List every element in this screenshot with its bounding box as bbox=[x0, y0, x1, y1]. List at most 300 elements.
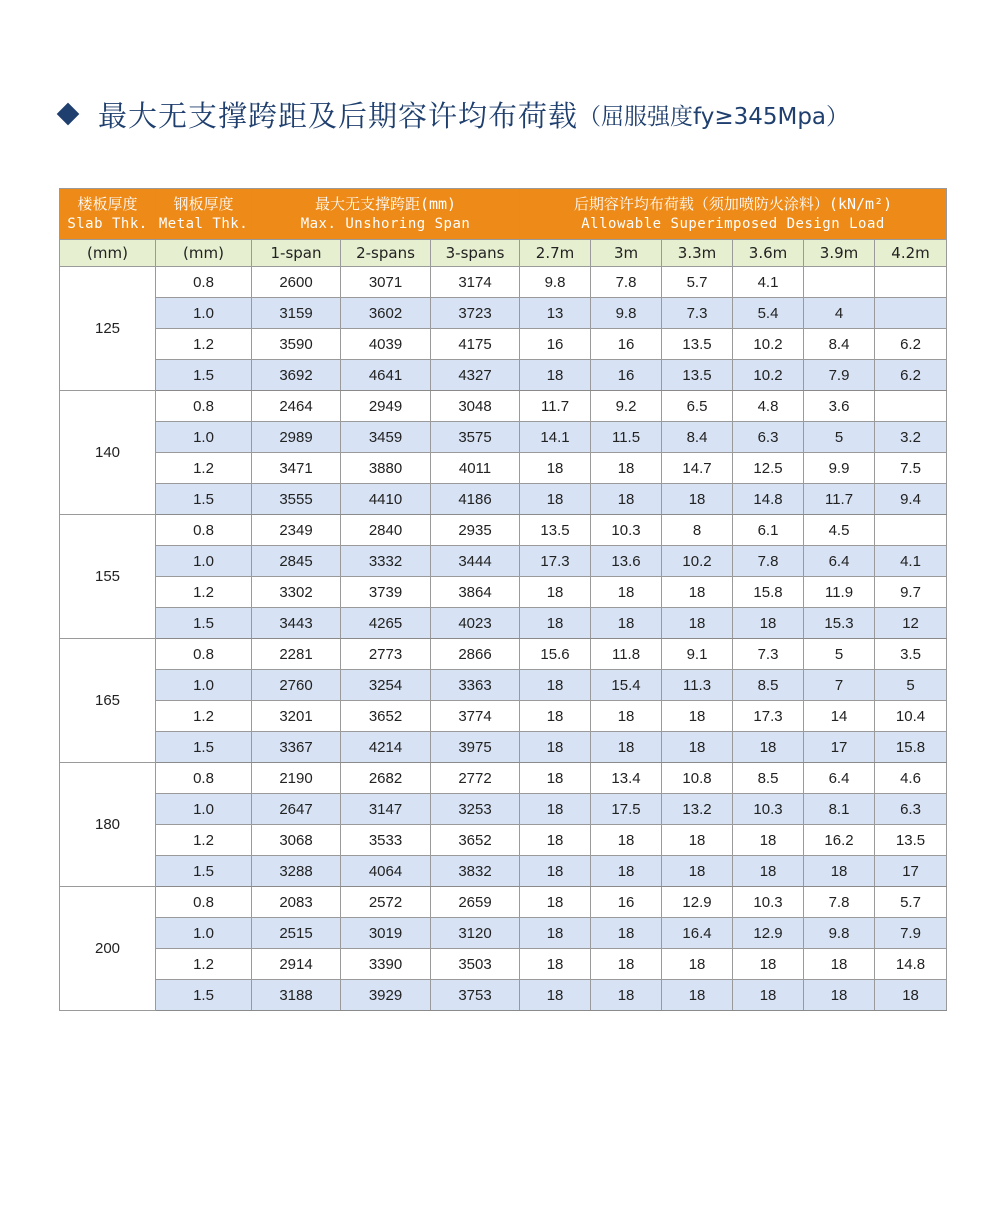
load-cell: 18 bbox=[875, 980, 947, 1011]
header-design-load bbox=[520, 189, 947, 240]
slab-thickness-cell: 125 bbox=[60, 267, 156, 391]
span-cell: 2647 bbox=[252, 794, 341, 825]
header-max-span bbox=[252, 189, 520, 240]
load-cell bbox=[875, 391, 947, 422]
subheader-span-col: 1-span bbox=[252, 240, 341, 267]
load-cell: 16 bbox=[591, 329, 662, 360]
load-cell: 18 bbox=[520, 763, 591, 794]
load-cell: 16.4 bbox=[662, 918, 733, 949]
load-cell: 13.5 bbox=[662, 329, 733, 360]
span-cell: 2515 bbox=[252, 918, 341, 949]
load-cell: 7.8 bbox=[804, 887, 875, 918]
metal-thickness-cell: 1.5 bbox=[156, 856, 252, 887]
span-cell: 2190 bbox=[252, 763, 341, 794]
load-cell bbox=[875, 515, 947, 546]
load-cell: 13.4 bbox=[591, 763, 662, 794]
load-cell: 18 bbox=[520, 360, 591, 391]
load-cell: 17.3 bbox=[733, 701, 804, 732]
span-cell: 3602 bbox=[341, 298, 431, 329]
load-cell: 12.9 bbox=[733, 918, 804, 949]
metal-thickness-cell: 1.2 bbox=[156, 329, 252, 360]
subheader-metal-unit: (mm) bbox=[156, 240, 252, 267]
span-cell: 2281 bbox=[252, 639, 341, 670]
span-cell: 3254 bbox=[341, 670, 431, 701]
span-cell: 2773 bbox=[341, 639, 431, 670]
load-cell: 4.1 bbox=[875, 546, 947, 577]
subheader-row bbox=[60, 240, 947, 267]
metal-thickness-cell: 1.0 bbox=[156, 670, 252, 701]
table-row bbox=[60, 918, 947, 949]
load-cell: 18 bbox=[591, 608, 662, 639]
table-row bbox=[60, 608, 947, 639]
load-cell: 5.7 bbox=[662, 267, 733, 298]
load-cell: 10.2 bbox=[733, 329, 804, 360]
load-cell: 14.8 bbox=[733, 484, 804, 515]
load-cell: 18 bbox=[591, 453, 662, 484]
metal-thickness-cell: 0.8 bbox=[156, 515, 252, 546]
span-cell: 2772 bbox=[431, 763, 520, 794]
table-row bbox=[60, 577, 947, 608]
load-cell: 18 bbox=[520, 825, 591, 856]
table-row bbox=[60, 360, 947, 391]
load-cell: 5 bbox=[804, 639, 875, 670]
load-cell: 18 bbox=[520, 856, 591, 887]
load-cell: 9.8 bbox=[520, 267, 591, 298]
load-cell: 14.8 bbox=[875, 949, 947, 980]
load-cell: 9.8 bbox=[804, 918, 875, 949]
load-cell: 15.4 bbox=[591, 670, 662, 701]
metal-thickness-cell: 0.8 bbox=[156, 887, 252, 918]
load-cell: 18 bbox=[591, 949, 662, 980]
table-row bbox=[60, 546, 947, 577]
load-cell: 18 bbox=[733, 732, 804, 763]
load-cell: 8 bbox=[662, 515, 733, 546]
load-cell: 5.4 bbox=[733, 298, 804, 329]
load-cell: 18 bbox=[520, 453, 591, 484]
subheader-span-col: 3-spans bbox=[431, 240, 520, 267]
load-cell: 8.1 bbox=[804, 794, 875, 825]
load-cell: 14.7 bbox=[662, 453, 733, 484]
load-cell: 15.8 bbox=[875, 732, 947, 763]
span-cell: 2845 bbox=[252, 546, 341, 577]
span-cell: 2866 bbox=[431, 639, 520, 670]
load-cell: 6.3 bbox=[875, 794, 947, 825]
load-cell: 7.5 bbox=[875, 453, 947, 484]
load-cell: 12.5 bbox=[733, 453, 804, 484]
load-cell: 7.9 bbox=[875, 918, 947, 949]
load-cell: 18 bbox=[520, 484, 591, 515]
subheader-load-col: 3.6m bbox=[733, 240, 804, 267]
load-cell: 18 bbox=[804, 949, 875, 980]
span-cell: 2682 bbox=[341, 763, 431, 794]
load-cell: 7.3 bbox=[733, 639, 804, 670]
load-cell: 6.5 bbox=[662, 391, 733, 422]
load-cell: 4.8 bbox=[733, 391, 804, 422]
slab-thickness-cell: 165 bbox=[60, 639, 156, 763]
metal-thickness-cell: 1.0 bbox=[156, 422, 252, 453]
span-cell: 3048 bbox=[431, 391, 520, 422]
span-cell: 3575 bbox=[431, 422, 520, 453]
load-cell: 10.2 bbox=[733, 360, 804, 391]
table-row bbox=[60, 670, 947, 701]
subheader-load-col: 3.9m bbox=[804, 240, 875, 267]
span-cell: 3288 bbox=[252, 856, 341, 887]
metal-thickness-cell: 0.8 bbox=[156, 391, 252, 422]
span-cell: 3864 bbox=[431, 577, 520, 608]
header-metal-en: Metal Thk. bbox=[158, 216, 249, 232]
load-cell: 16.2 bbox=[804, 825, 875, 856]
load-cell: 18 bbox=[591, 825, 662, 856]
table-row bbox=[60, 980, 947, 1011]
header-load-en: Allowable Superimposed Design Load bbox=[581, 216, 885, 232]
load-cell: 18 bbox=[591, 856, 662, 887]
load-cell: 18 bbox=[733, 608, 804, 639]
metal-thickness-cell: 1.5 bbox=[156, 484, 252, 515]
span-cell: 2914 bbox=[252, 949, 341, 980]
load-cell: 18 bbox=[591, 732, 662, 763]
span-cell: 3652 bbox=[341, 701, 431, 732]
span-cell: 3739 bbox=[341, 577, 431, 608]
load-cell: 18 bbox=[662, 856, 733, 887]
header-span-cn: 最大无支撑跨距(mm) bbox=[314, 195, 457, 213]
span-cell: 4265 bbox=[341, 608, 431, 639]
load-cell: 18 bbox=[591, 980, 662, 1011]
load-cell: 18 bbox=[662, 980, 733, 1011]
load-cell: 9.9 bbox=[804, 453, 875, 484]
span-cell: 2572 bbox=[341, 887, 431, 918]
span-cell: 2935 bbox=[431, 515, 520, 546]
span-cell: 3880 bbox=[341, 453, 431, 484]
load-cell: 6.3 bbox=[733, 422, 804, 453]
metal-thickness-cell: 1.5 bbox=[156, 980, 252, 1011]
load-cell: 7.8 bbox=[733, 546, 804, 577]
load-cell: 4.1 bbox=[733, 267, 804, 298]
span-cell: 3692 bbox=[252, 360, 341, 391]
load-cell: 6.2 bbox=[875, 360, 947, 391]
load-cell: 10.2 bbox=[662, 546, 733, 577]
load-cell: 13.5 bbox=[520, 515, 591, 546]
load-cell: 14.1 bbox=[520, 422, 591, 453]
metal-thickness-cell: 1.5 bbox=[156, 732, 252, 763]
load-cell: 18 bbox=[662, 732, 733, 763]
title-sub: （屈服强度fy≥345Mpa） bbox=[578, 103, 850, 130]
table-row bbox=[60, 391, 947, 422]
load-cell: 10.4 bbox=[875, 701, 947, 732]
load-cell: 16 bbox=[520, 329, 591, 360]
load-cell: 18 bbox=[520, 670, 591, 701]
load-cell: 11.5 bbox=[591, 422, 662, 453]
span-cell: 2349 bbox=[252, 515, 341, 546]
load-cell: 18 bbox=[804, 856, 875, 887]
load-cell: 18 bbox=[520, 608, 591, 639]
span-cell: 3390 bbox=[341, 949, 431, 980]
slab-thickness-cell: 155 bbox=[60, 515, 156, 639]
span-cell: 4011 bbox=[431, 453, 520, 484]
span-cell: 2600 bbox=[252, 267, 341, 298]
subheader-load-col: 3.3m bbox=[662, 240, 733, 267]
load-cell: 11.7 bbox=[804, 484, 875, 515]
table-row bbox=[60, 732, 947, 763]
span-cell: 3159 bbox=[252, 298, 341, 329]
load-cell: 17.5 bbox=[591, 794, 662, 825]
load-cell: 11.7 bbox=[520, 391, 591, 422]
load-cell: 18 bbox=[733, 980, 804, 1011]
span-cell: 2840 bbox=[341, 515, 431, 546]
load-cell: 11.8 bbox=[591, 639, 662, 670]
load-cell: 7.9 bbox=[804, 360, 875, 391]
table-row bbox=[60, 949, 947, 980]
metal-thickness-cell: 0.8 bbox=[156, 639, 252, 670]
load-cell: 8.4 bbox=[662, 422, 733, 453]
load-cell: 18 bbox=[520, 701, 591, 732]
load-cell: 9.4 bbox=[875, 484, 947, 515]
metal-thickness-cell: 1.5 bbox=[156, 608, 252, 639]
span-cell: 3774 bbox=[431, 701, 520, 732]
load-cell: 18 bbox=[591, 918, 662, 949]
load-cell: 13 bbox=[520, 298, 591, 329]
table-row bbox=[60, 763, 947, 794]
table-row bbox=[60, 887, 947, 918]
metal-thickness-cell: 1.0 bbox=[156, 298, 252, 329]
header-load-cn: 后期容许均布荷载（须加喷防火涂料）(kN/m²) bbox=[573, 195, 893, 213]
load-cell: 5.7 bbox=[875, 887, 947, 918]
load-cell: 7.3 bbox=[662, 298, 733, 329]
load-cell: 13.6 bbox=[591, 546, 662, 577]
span-cell: 3652 bbox=[431, 825, 520, 856]
span-cell: 4214 bbox=[341, 732, 431, 763]
span-cell: 3367 bbox=[252, 732, 341, 763]
load-cell: 9.2 bbox=[591, 391, 662, 422]
span-cell: 3555 bbox=[252, 484, 341, 515]
subheader-slab-unit: (mm) bbox=[60, 240, 156, 267]
load-cell: 18 bbox=[804, 980, 875, 1011]
load-cell: 9.7 bbox=[875, 577, 947, 608]
load-cell: 12.9 bbox=[662, 887, 733, 918]
span-cell: 3071 bbox=[341, 267, 431, 298]
span-cell: 2083 bbox=[252, 887, 341, 918]
header-slab-cn: 楼板厚度 bbox=[77, 195, 138, 213]
load-cell: 4.5 bbox=[804, 515, 875, 546]
load-cell: 18 bbox=[733, 856, 804, 887]
span-cell: 4023 bbox=[431, 608, 520, 639]
metal-thickness-cell: 1.2 bbox=[156, 577, 252, 608]
diamond-bullet-icon bbox=[57, 103, 80, 126]
load-cell: 18 bbox=[520, 794, 591, 825]
load-cell: 3.6 bbox=[804, 391, 875, 422]
load-cell: 17 bbox=[875, 856, 947, 887]
table-row bbox=[60, 639, 947, 670]
metal-thickness-cell: 1.0 bbox=[156, 546, 252, 577]
header-metal-thk bbox=[156, 189, 252, 240]
load-cell: 13.5 bbox=[875, 825, 947, 856]
title-main: 最大无支撑跨距及后期容许均布荷载 bbox=[98, 98, 579, 133]
table-row bbox=[60, 515, 947, 546]
table-row bbox=[60, 794, 947, 825]
span-cell: 3471 bbox=[252, 453, 341, 484]
table-row bbox=[60, 422, 947, 453]
table-row bbox=[60, 329, 947, 360]
load-cell bbox=[875, 267, 947, 298]
metal-thickness-cell: 1.2 bbox=[156, 825, 252, 856]
metal-thickness-cell: 1.5 bbox=[156, 360, 252, 391]
slab-thickness-cell: 140 bbox=[60, 391, 156, 515]
header-slab-en: Slab Thk. bbox=[67, 216, 148, 232]
metal-thickness-cell: 1.2 bbox=[156, 701, 252, 732]
load-cell: 18 bbox=[591, 577, 662, 608]
load-cell: 10.3 bbox=[733, 887, 804, 918]
load-cell: 6.4 bbox=[804, 763, 875, 794]
load-cell: 17.3 bbox=[520, 546, 591, 577]
metal-thickness-cell: 1.2 bbox=[156, 949, 252, 980]
load-cell: 12 bbox=[875, 608, 947, 639]
subheader-span-col: 2-spans bbox=[341, 240, 431, 267]
load-cell: 8.5 bbox=[733, 670, 804, 701]
load-cell: 18 bbox=[733, 949, 804, 980]
load-cell: 18 bbox=[662, 577, 733, 608]
load-cell: 18 bbox=[662, 484, 733, 515]
span-cell: 3068 bbox=[252, 825, 341, 856]
span-cell: 3832 bbox=[431, 856, 520, 887]
load-cell: 10.3 bbox=[733, 794, 804, 825]
table-row bbox=[60, 267, 947, 298]
load-cell: 8.4 bbox=[804, 329, 875, 360]
load-cell: 18 bbox=[520, 949, 591, 980]
table-row bbox=[60, 701, 947, 732]
load-cell: 16 bbox=[591, 887, 662, 918]
load-cell: 15.6 bbox=[520, 639, 591, 670]
span-cell: 3201 bbox=[252, 701, 341, 732]
page-title bbox=[55, 92, 849, 136]
header-span-en: Max. Unshoring Span bbox=[300, 216, 471, 232]
load-cell: 18 bbox=[520, 577, 591, 608]
table-row bbox=[60, 856, 947, 887]
span-cell: 3975 bbox=[431, 732, 520, 763]
span-cell: 3503 bbox=[431, 949, 520, 980]
span-cell: 3147 bbox=[341, 794, 431, 825]
slab-thickness-cell: 180 bbox=[60, 763, 156, 887]
load-cell: 15.8 bbox=[733, 577, 804, 608]
slab-thickness-cell: 200 bbox=[60, 887, 156, 1011]
span-cell: 4410 bbox=[341, 484, 431, 515]
load-cell bbox=[804, 267, 875, 298]
span-cell: 3533 bbox=[341, 825, 431, 856]
load-cell: 13.2 bbox=[662, 794, 733, 825]
load-cell: 6.4 bbox=[804, 546, 875, 577]
header-metal-cn: 钢板厚度 bbox=[173, 195, 234, 213]
load-cell: 18 bbox=[662, 949, 733, 980]
load-cell: 7.8 bbox=[591, 267, 662, 298]
span-cell: 3443 bbox=[252, 608, 341, 639]
load-cell: 18 bbox=[591, 701, 662, 732]
subheader-load-col: 4.2m bbox=[875, 240, 947, 267]
load-cell: 7 bbox=[804, 670, 875, 701]
span-cell: 4175 bbox=[431, 329, 520, 360]
metal-thickness-cell: 0.8 bbox=[156, 763, 252, 794]
span-cell: 3019 bbox=[341, 918, 431, 949]
load-cell: 9.8 bbox=[591, 298, 662, 329]
span-cell: 3363 bbox=[431, 670, 520, 701]
table-body bbox=[60, 267, 947, 1011]
span-cell: 2989 bbox=[252, 422, 341, 453]
span-cell: 3753 bbox=[431, 980, 520, 1011]
load-cell: 18 bbox=[662, 608, 733, 639]
table-row bbox=[60, 484, 947, 515]
metal-thickness-cell: 1.2 bbox=[156, 453, 252, 484]
span-cell: 3253 bbox=[431, 794, 520, 825]
load-cell: 18 bbox=[520, 732, 591, 763]
load-cell: 3.5 bbox=[875, 639, 947, 670]
span-cell: 4064 bbox=[341, 856, 431, 887]
load-cell: 6.2 bbox=[875, 329, 947, 360]
load-cell: 3.2 bbox=[875, 422, 947, 453]
load-cell: 4.6 bbox=[875, 763, 947, 794]
table-row bbox=[60, 453, 947, 484]
load-cell: 5 bbox=[804, 422, 875, 453]
span-cell: 3459 bbox=[341, 422, 431, 453]
subheader-load-col: 3m bbox=[591, 240, 662, 267]
span-cell: 3444 bbox=[431, 546, 520, 577]
load-cell: 10.3 bbox=[591, 515, 662, 546]
load-cell: 15.3 bbox=[804, 608, 875, 639]
load-cell: 18 bbox=[520, 980, 591, 1011]
load-cell: 10.8 bbox=[662, 763, 733, 794]
header-slab-thk bbox=[60, 189, 156, 240]
metal-thickness-cell: 0.8 bbox=[156, 267, 252, 298]
span-cell: 4186 bbox=[431, 484, 520, 515]
span-cell: 2464 bbox=[252, 391, 341, 422]
load-cell: 9.1 bbox=[662, 639, 733, 670]
load-cell: 17 bbox=[804, 732, 875, 763]
span-cell: 3332 bbox=[341, 546, 431, 577]
span-cell: 4641 bbox=[341, 360, 431, 391]
metal-thickness-cell: 1.0 bbox=[156, 918, 252, 949]
span-cell: 2760 bbox=[252, 670, 341, 701]
span-cell: 2949 bbox=[341, 391, 431, 422]
load-cell: 8.5 bbox=[733, 763, 804, 794]
span-cell: 3174 bbox=[431, 267, 520, 298]
span-cell: 3120 bbox=[431, 918, 520, 949]
load-cell: 16 bbox=[591, 360, 662, 391]
metal-thickness-cell: 1.0 bbox=[156, 794, 252, 825]
load-cell: 11.9 bbox=[804, 577, 875, 608]
load-cell: 18 bbox=[733, 825, 804, 856]
span-load-table bbox=[59, 188, 947, 1011]
load-cell: 18 bbox=[591, 484, 662, 515]
load-cell: 18 bbox=[662, 701, 733, 732]
span-cell: 3723 bbox=[431, 298, 520, 329]
load-cell: 13.5 bbox=[662, 360, 733, 391]
load-cell: 4 bbox=[804, 298, 875, 329]
load-cell: 18 bbox=[520, 887, 591, 918]
span-cell: 3590 bbox=[252, 329, 341, 360]
load-cell bbox=[875, 298, 947, 329]
load-cell: 14 bbox=[804, 701, 875, 732]
table-row bbox=[60, 298, 947, 329]
load-cell: 18 bbox=[520, 918, 591, 949]
span-cell: 4327 bbox=[431, 360, 520, 391]
span-cell: 2659 bbox=[431, 887, 520, 918]
span-cell: 4039 bbox=[341, 329, 431, 360]
load-cell: 5 bbox=[875, 670, 947, 701]
load-cell: 11.3 bbox=[662, 670, 733, 701]
span-cell: 3929 bbox=[341, 980, 431, 1011]
load-cell: 18 bbox=[662, 825, 733, 856]
load-cell: 6.1 bbox=[733, 515, 804, 546]
span-cell: 3302 bbox=[252, 577, 341, 608]
span-cell: 3188 bbox=[252, 980, 341, 1011]
subheader-load-col: 2.7m bbox=[520, 240, 591, 267]
table-row bbox=[60, 825, 947, 856]
